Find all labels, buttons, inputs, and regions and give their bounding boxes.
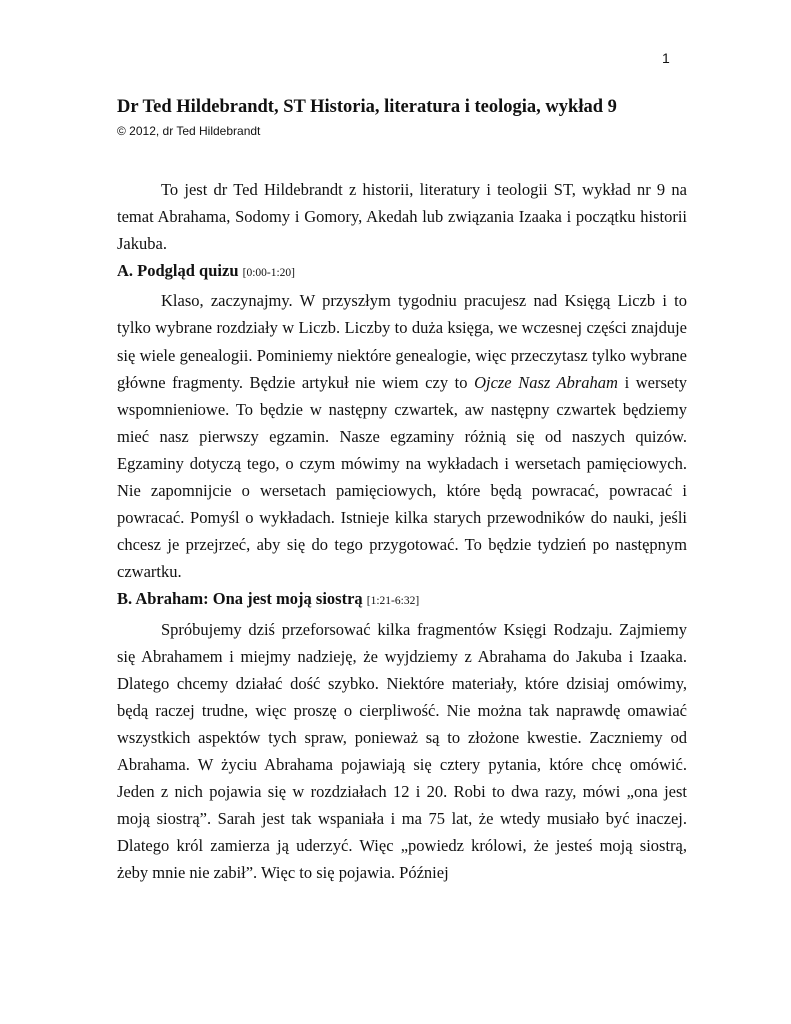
copyright-line: © 2012, dr Ted Hildebrandt xyxy=(117,124,261,138)
section-a-heading xyxy=(117,257,687,287)
article-title: Ojcze Nasz Abraham xyxy=(474,372,618,392)
section-a-title: A. Podgląd quizu xyxy=(117,261,239,281)
section-b-timestamp: [1:21-6:32] xyxy=(366,595,420,608)
section-a-text-after: i wersety wspomnieniowe. To będzie w następny czwartek, aw następny czwartek będziemy mieć nasz pierwszy egzamin. Nasze egzaminy różnią się od naszych quizów. Egzaminy dotyczą tego, o czym mówimy na wykładach i wersetach pamięciowych. Nie zapomnijcie o wersetach pamięciowych, które będą powracać, powracać i powracać. Pomyśl o wykładach. Istnieje kilka starych przewodników do nauki, jeśli chcesz je przejrzeć, aby się do tego przygotować. To będzie tydzień po następnym czwartku. xyxy=(117,372,688,582)
page-number: 1 xyxy=(662,50,670,66)
section-b-paragraph: Spróbujemy dziś przeforsować kilka fragmentów Księgi Rodzaju. Zajmiemy się Abrahamem i miejmy nadzieję, że wyjdziemy z Abrahama do Jakuba i Izaaka. Dlatego chcemy działać dość szybko. Niektóre materiały, które dzisiaj omówimy, będą raczej trudne, więc proszę o cierpliwość. Nie można tak naprawdę omawiać wszystkich aspektów tych spraw, ponieważ są to złożone kwestie. Zaczniemy od Abrahama. W życiu Abrahama pojawiają się cztery pytania, które chcę omówić. Jeden z nich pojawia się w rozdziałach 12 i 20. Robi to dwa razy, mówi „ona jest moją siostrą”. Sarah jest tak wspaniała i ma 75 lat, że wtedy musiało być inaczej. Dlatego król zamierza ją uderzyć. Więc „powiedz królowi, że jesteś moją siostrą, żeby mnie nie zabił”. Więc to się pojawia. Później xyxy=(117,619,687,883)
section-a-timestamp: [0:00-1:20] xyxy=(242,267,296,280)
document-title: Dr Ted Hildebrandt, ST Historia, literatura i teologia, wykład 9 xyxy=(117,97,617,117)
section-a-paragraph xyxy=(117,287,687,585)
section-b-title: B. Abraham: Ona jest moją siostrą xyxy=(117,589,363,609)
section-b-heading xyxy=(117,585,687,615)
document-body xyxy=(117,176,687,886)
intro-paragraph: To jest dr Ted Hildebrandt z historii, literatury i teologii ST, wykład nr 9 na temat Abrahama, Sodomy i Gomory, Akedah lub związania Izaaka i początku historii Jakuba. xyxy=(117,180,687,254)
section-a-text-before: Klaso, zaczynajmy. W przyszłym tygodniu pracujesz nad Księgą Liczb i to tylko wybrane rozdziały w Liczb. Liczby to duża księga, we wczesnej części znajduje się wiele genealogii. Pominiemy niektóre genealogie, więc przeczytasz tylko wybrane główne fragmenty. Będzie artykuł nie wiem czy to xyxy=(117,291,687,392)
